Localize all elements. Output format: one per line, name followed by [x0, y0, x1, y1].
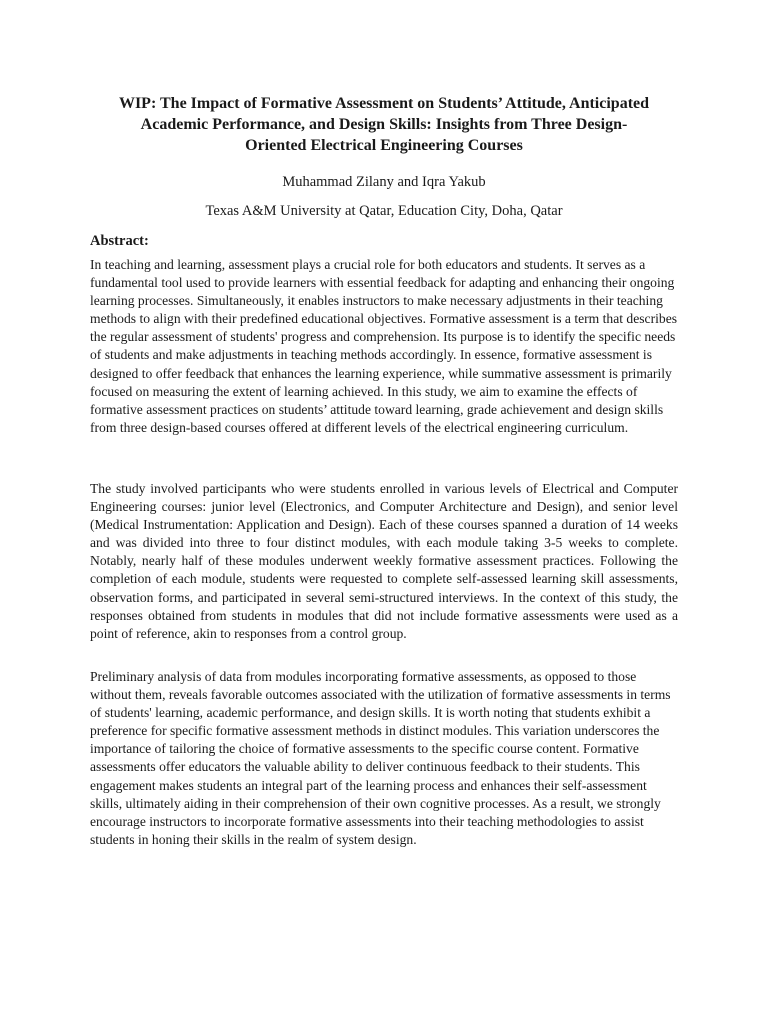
abstract-paragraph-2: The study involved participants who were students enrolled in various levels of Electrical and Computer Engineering courses: junior level (Electronics, and Computer Architecture and Design), and senior level (Medical Instrumentation: Application and Design). Each of these courses spanned a duration of 14 weeks and was divided into three to four distinct modules, with each module taking 3-5 weeks to complete. Notably, nearly half of these modules underwent weekly formative assessment practices. Following the completion of each module, students were requested to complete self-assessed learning skill assessments, observation forms, and participated in several semi-structured interviews. In the context of this study, the responses obtained from students in modules that did not include formative assessments were used as a point of reference, akin to responses from a control group. [90, 481, 678, 641]
abstract-paragraph-1: In teaching and learning, assessment plays a crucial role for both educators and students. It serves as a fundamental tool used to provide learners with essential feedback for adapting and enhancing their ongoing learning processes. Simultaneously, it enables instructors to make necessary adjustments in their teaching methods to align with their predefined educational objectives. Formative assessment is a term that describes the regular assessment of students' progress and comprehension. Its purpose is to identify the specific needs of students and make adjustments in teaching methods accordingly. In essence, formative assessment is designed to offer feedback that enhances the learning experience, while summative assessment is primarily focused on measuring the extent of learning achieved. In this study, we aim to examine the effects of formative assessment practices on students’ attitude toward learning, grade achievement and design skills from three design-based courses offered at different levels of the electrical engineering curriculum. [90, 257, 678, 435]
abstract-paragraph-3: Preliminary analysis of data from modules incorporating formative assessments, as opposed to those without them, reveals favorable outcomes associated with the utilization of formative assessments in terms of students' learning, academic performance, and design skills. It is worth noting that students exhibit a preference for specific formative assessment methods in distinct modules. This variation underscores the importance of tailoring the choice of formative assessments to the specific course content. Formative assessments offer educators the valuable ability to deliver continuous feedback to their students. This engagement makes students an integral part of the learning process and enhances their self-assessment skills, ultimately aiding in their comprehension of their own cognitive processes. As a result, we strongly encourage instructors to incorporate formative assessments into their teaching methodologies to assist students in honing their skills in the realm of system design. [90, 669, 671, 847]
paper-affiliation: Texas A&M University at Qatar, Education City, Doha, Qatar [205, 203, 563, 219]
title-line-2: Academic Performance, and Design Skills: Insights from Three Design- [140, 116, 628, 133]
title-line-3: Oriented Electrical Engineering Courses [245, 137, 523, 154]
title-line-1: WIP: The Impact of Formative Assessment on Students’ Attitude, Anticipated [118, 95, 650, 112]
paper-authors: Muhammad Zilany and Iqra Yakub [282, 174, 486, 190]
abstract-heading: Abstract: [90, 233, 149, 249]
paper-title [80, 93, 688, 156]
